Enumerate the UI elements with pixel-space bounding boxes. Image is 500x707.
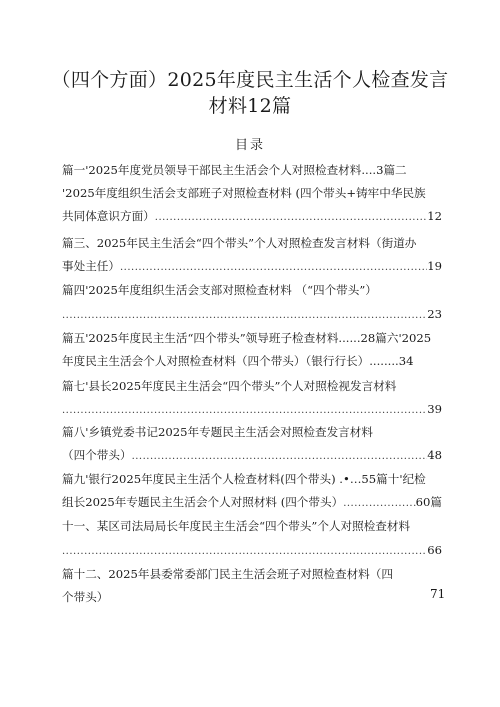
toc-line-text: 共同体意识方面） — [62, 209, 155, 223]
toc-leader-dots — [343, 496, 415, 510]
toc-line-text: 十一、某区司法局局长年度民主生活会“四个带头”个人对照检查材料 — [62, 519, 411, 533]
toc-leader-dots — [155, 210, 427, 224]
toc-line-text: 篇三、2025年民主生活会“四个带头”个人对照检查发言材料（街道办 — [62, 236, 417, 250]
toc-page-number: 48 — [427, 448, 442, 462]
toc-leader-dots — [132, 449, 428, 463]
document-title-line-2: 材料12篇 — [208, 95, 292, 117]
toc-line-text: （四个带头） — [62, 448, 132, 462]
toc-line-text: 篇九'银行2025年度民主生活个人检查材料(四个带头) .•…55篇十'纪检 — [62, 472, 426, 486]
toc-line-text: 组长2025年专题民主生活会个人对照材料 (四个带头） — [62, 495, 344, 509]
toc-leader-dots — [62, 308, 427, 322]
toc-page-number: 66 — [427, 543, 442, 557]
toc-line-text: 篇一'2025年度党员领导干部民主生活会个人对照检查材料....3篇二 — [62, 163, 407, 177]
toc-line — [62, 185, 442, 201]
document-title-line-1: （四个方面）2025年度民主生活个人检查发言 — [51, 69, 449, 91]
toc-line — [62, 518, 442, 534]
toc-page-number: 71 — [430, 587, 446, 601]
toc-page-number: 39 — [427, 402, 442, 416]
toc-line-text: 年度民主生活会个人对照检查材料（四个带头）（银行行长）........34 — [62, 354, 414, 368]
toc-line — [62, 401, 442, 417]
toc-line — [62, 471, 442, 487]
toc-line-text: 篇八'乡镇党委书记2025年专题民主生活会对照检查发言材料 — [62, 425, 373, 439]
toc-line — [62, 306, 442, 322]
toc-line-text: 事处主任） — [62, 259, 120, 273]
toc-leader-dots — [62, 403, 427, 417]
toc-line-text: 篇七'县长2025年度民主生活会“四个带头”个人对照检视发言材料 — [62, 379, 397, 393]
toc-line — [62, 353, 442, 369]
toc-page-number: 60篇 — [415, 495, 442, 509]
toc-page-number: 19 — [427, 259, 442, 273]
toc-line — [62, 542, 442, 558]
toc-line — [62, 589, 442, 605]
toc-line — [62, 258, 442, 274]
toc-leader-dots — [62, 544, 427, 558]
toc-heading: 目录 — [234, 138, 265, 153]
toc-line — [62, 424, 442, 440]
toc-line — [62, 378, 442, 394]
toc-page-number: 12 — [427, 209, 442, 223]
toc-page-number: 23 — [427, 307, 442, 321]
toc-line-text: '2025年度组织生活会支部班子对照检查材料 (四个带头+铸牢中华民族 — [62, 186, 426, 200]
toc-line — [62, 162, 442, 178]
toc-line — [62, 282, 442, 298]
toc-line — [62, 235, 442, 251]
toc-leader-dots — [120, 260, 427, 274]
toc-line-text: 个带头） — [62, 590, 109, 604]
toc-line — [62, 494, 442, 510]
toc-line — [62, 566, 442, 582]
toc-line-text: 篇四'2025年度组织生活会支部对照检查材料 （“四个带头”） — [62, 283, 377, 297]
toc-line-text: 篇十二、2025年县委常委部门民主生活会班子对照检查材料（四 — [62, 567, 393, 581]
toc-line — [62, 330, 442, 346]
toc-line — [62, 208, 442, 224]
toc-line-text: 篇五'2025年度民主生活“四个带头”领导班子检查材料......28篇六'2025 — [62, 331, 432, 345]
toc-line — [62, 447, 442, 463]
